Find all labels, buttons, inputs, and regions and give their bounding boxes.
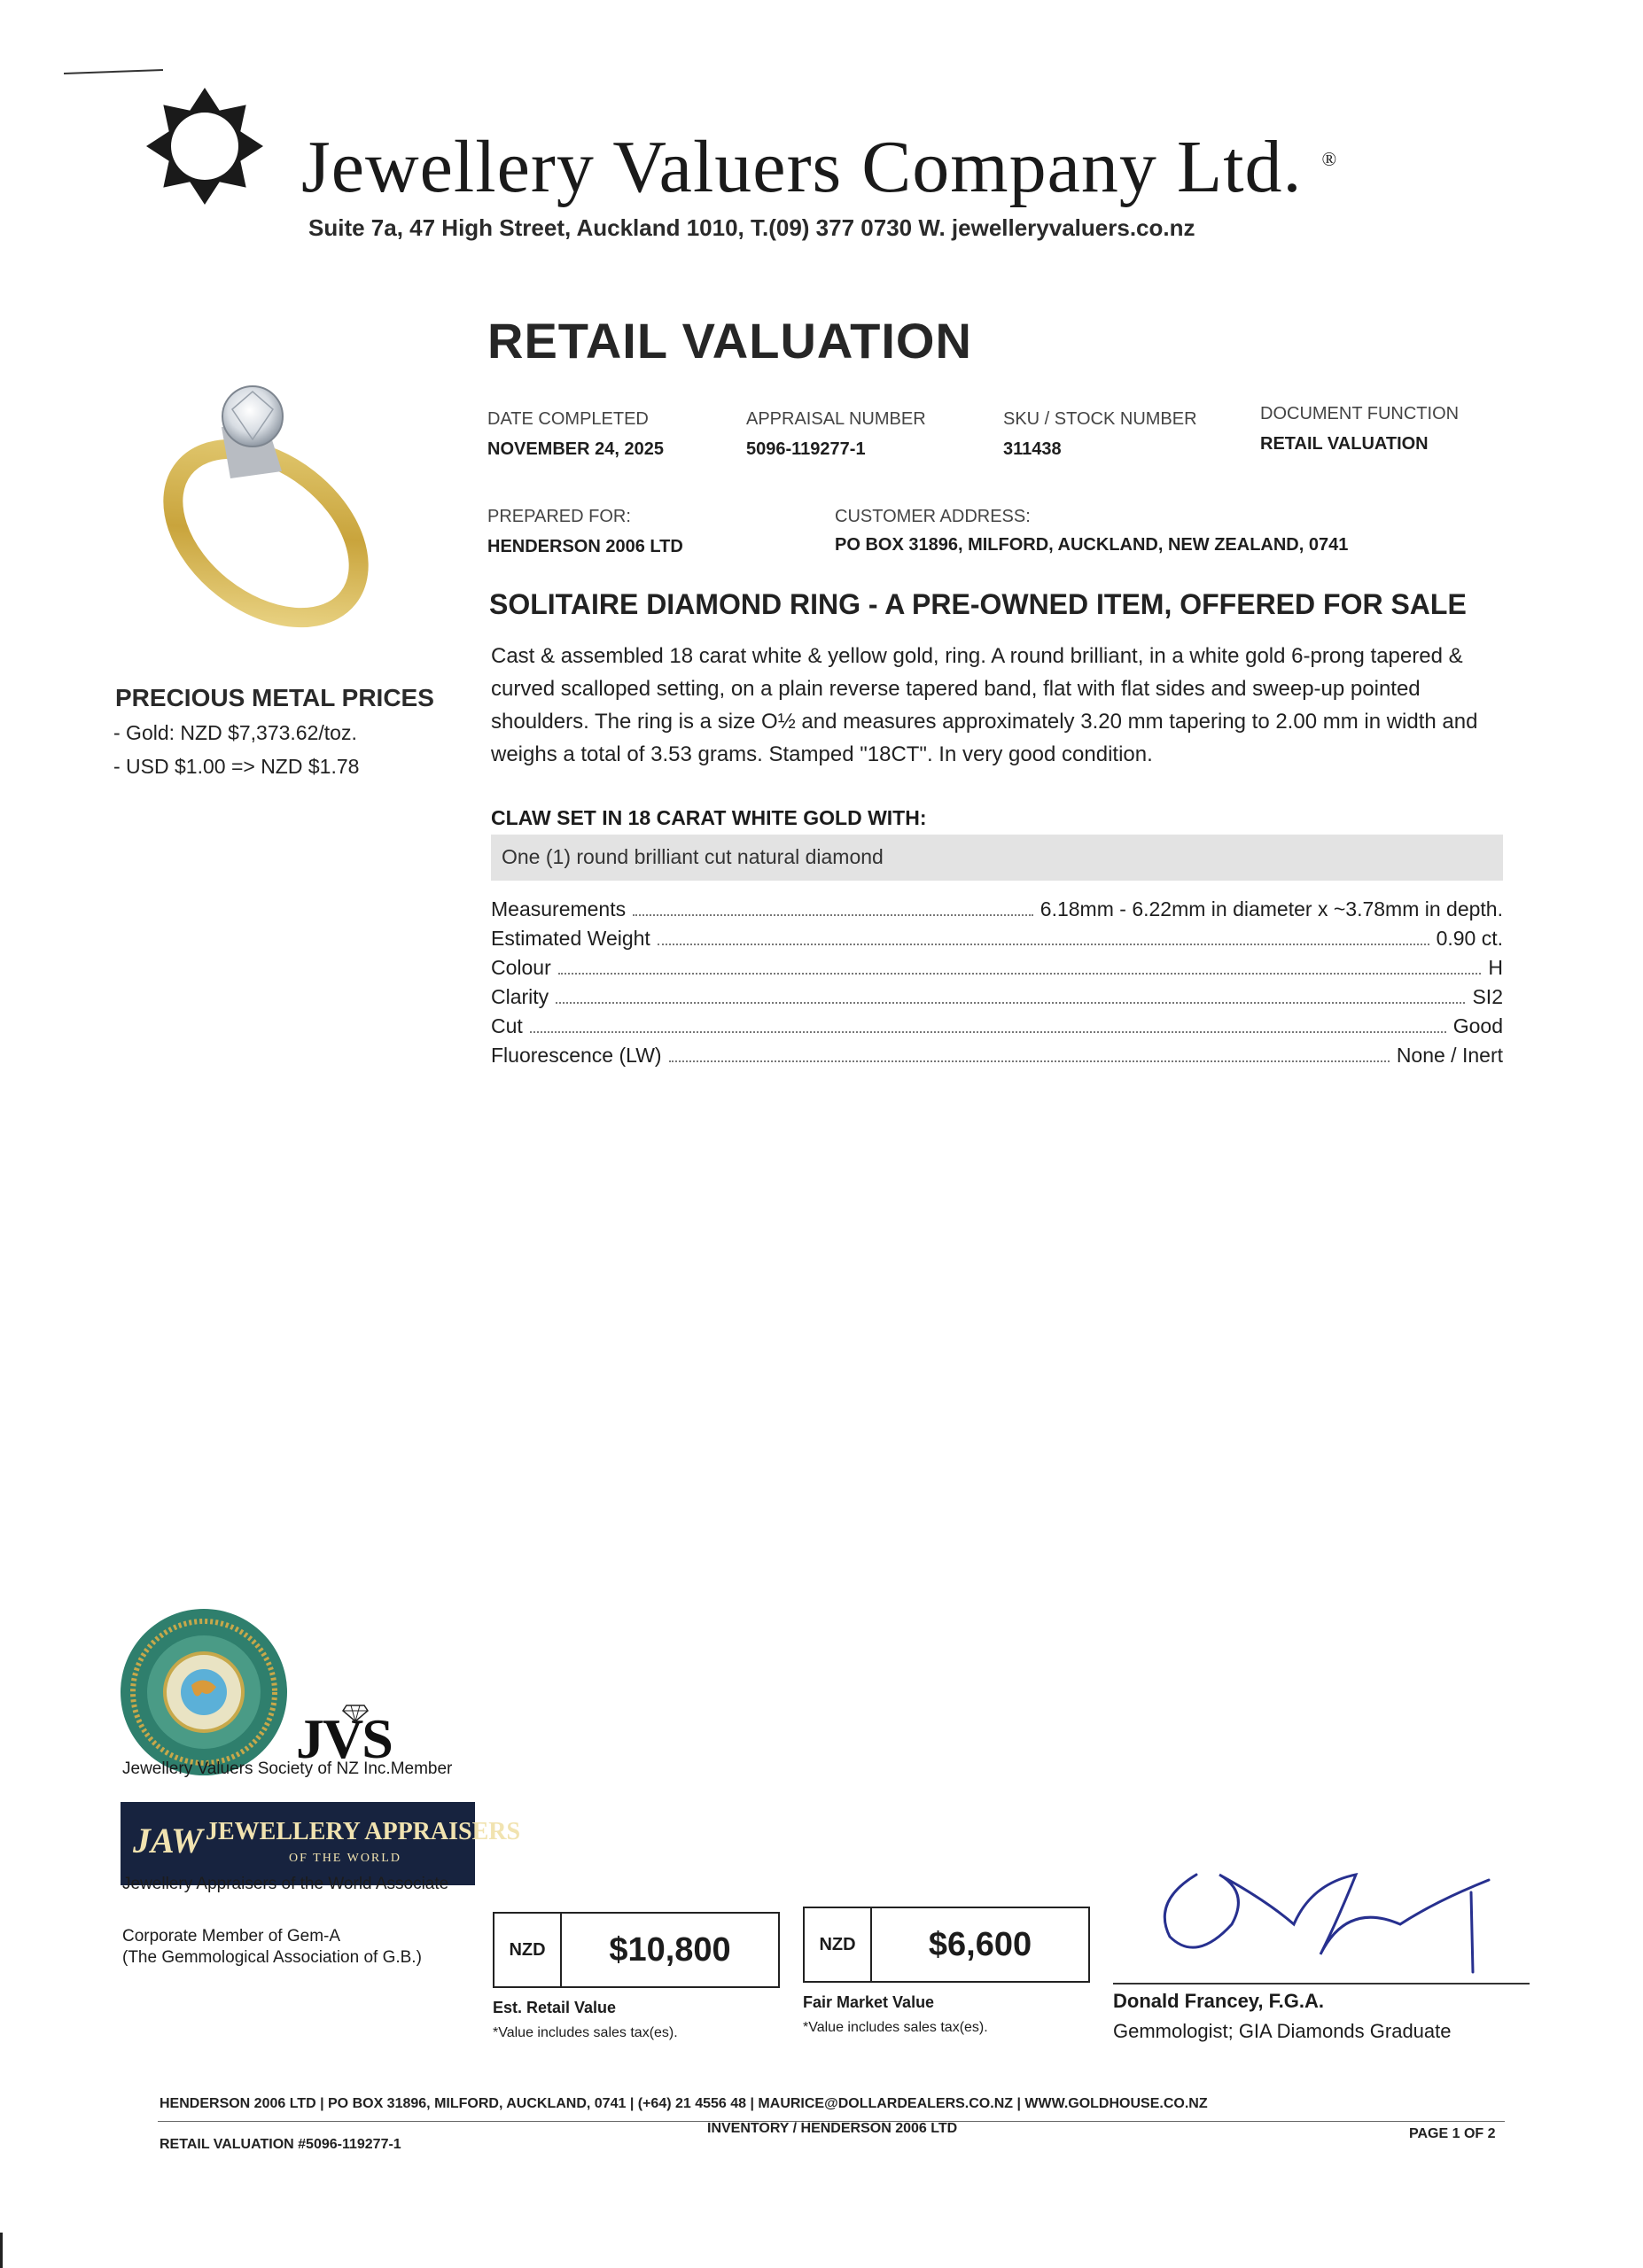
signature-line (1113, 1983, 1530, 1984)
fair-market-label: Fair Market Value (803, 1993, 935, 2011)
fair-market-note: *Value includes sales tax(es). (803, 2020, 988, 2035)
retail-value-amount: $10,800 (609, 1930, 731, 1969)
scan-edge-mark (0, 2233, 3, 2268)
document-title: RETAIL VALUATION (487, 313, 972, 369)
fair-market-currency: NZD (805, 1908, 872, 1981)
footer-ref: RETAIL VALUATION #5096-119277-1 (160, 2137, 401, 2152)
jvs-caption: Jewellery Valuers Society of NZ Inc.Member (122, 1759, 453, 1778)
item-description: Cast & assembled 18 carat white & yellow gold, ring. A round brilliant, in a white gold 6-prong tapered & curved scalloped setting, on a plain reverse tapered band, flat with flat sides and sweep-up pointed shoulders. The ring is a size O½ and measures approximately 3.20 mm tapering to 2.00 mm in width and weighs a total of 3.53 grams. Stamped "18CT". In very good condition. (491, 644, 1478, 766)
metal-prices-heading: PRECIOUS METAL PRICES (115, 684, 434, 711)
signatory-name: Donald Francey, F.G.A. (1113, 1990, 1324, 2012)
signatory-title: Gemmologist; GIA Diamonds Graduate (1113, 2020, 1452, 2042)
item-heading: SOLITAIRE DIAMOND RING - A PRE-OWNED ITEM, OFFERED FOR SALE (489, 588, 1467, 620)
spec-row-clarity: Clarity SI2 (491, 985, 1503, 1008)
claw-heading: CLAW SET IN 18 CARAT WHITE GOLD WITH: (491, 806, 927, 829)
page-number: PAGE 1 OF 2 (1409, 2126, 1496, 2141)
appraisal-number-label: APPRAISAL NUMBER (746, 409, 926, 429)
retail-value-currency: NZD (494, 1914, 562, 1986)
fair-market-amount: $6,600 (928, 1925, 1032, 1963)
jaw-sub: OF THE WORLD (289, 1852, 401, 1865)
gold-price-line: - Gold: NZD $7,373.62/toz. (113, 721, 357, 744)
customer-address-value: PO BOX 31896, MILFORD, AUCKLAND, NEW ZEALAND, 0741 (835, 535, 1349, 555)
prepared-for-value: HENDERSON 2006 LTD (487, 537, 683, 556)
jaw-name: JEWELLERY APPRAISERS (206, 1818, 521, 1845)
date-completed-value: NOVEMBER 24, 2025 (487, 439, 664, 459)
date-completed-label: DATE COMPLETED (487, 409, 649, 429)
company-address: Suite 7a, 47 High Street, Auckland 1010, T.(09) 377 0730 W. jewelleryvaluers.co.nz (308, 214, 1195, 241)
fair-market-value-box (803, 1907, 1090, 1983)
document-function-label: DOCUMENT FUNCTION (1260, 404, 1460, 423)
gema-membership: Corporate Member of Gem-A (The Gemmological Association of G.B.) (122, 1927, 422, 1967)
sku-label: SKU / STOCK NUMBER (1003, 409, 1197, 429)
retail-value-box (493, 1912, 780, 1988)
jaw-banner (121, 1802, 521, 1885)
scan-mark-line (64, 69, 163, 74)
footer-contact: HENDERSON 2006 LTD | PO BOX 31896, MILFORD, AUCKLAND, 0741 | (+64) 21 4556 48 | MAURICE@DOLLARDEALERS.CO.NZ | WWW.GOLDHOUSE.CO.NZ (160, 2096, 1208, 2111)
jaw-logo: JAW (133, 1821, 203, 1860)
jaw-caption: Jewellery Appraisers of the World Associate (122, 1875, 449, 1893)
spec-row-measurements: Measurements 6.18mm - 6.22mm in diameter x ~3.78mm in depth. (491, 897, 1503, 920)
diamond-icon (342, 1705, 369, 1722)
prepared-for-label: PREPARED FOR: (487, 507, 631, 526)
stone-row (491, 835, 1503, 881)
company-logo-icon (144, 85, 266, 207)
customer-address-label: CUSTOMER ADDRESS: (835, 507, 1031, 526)
footer-inventory: INVENTORY / HENDERSON 2006 LTD (707, 2121, 958, 2136)
usd-rate-line: - USD $1.00 => NZD $1.78 (113, 755, 360, 778)
jvs-seal-icon (117, 1605, 291, 1779)
spec-row-weight: Estimated Weight 0.90 ct. (491, 927, 1503, 950)
jvs-logo: JVS (296, 1707, 392, 1770)
sku-value: 311438 (1003, 439, 1062, 459)
stone-description: One (1) round brilliant cut natural diamond (502, 845, 884, 868)
document-function-value: RETAIL VALUATION (1260, 434, 1429, 454)
signature-icon (1134, 1839, 1507, 1981)
company-name: Jewellery Valuers Company Ltd. ® (301, 126, 1338, 208)
appraisal-number-value: 5096-119277-1 (746, 439, 866, 459)
retail-value-note: *Value includes sales tax(es). (493, 2025, 678, 2040)
spec-row-colour: Colour H (491, 956, 1503, 979)
spec-row-fluorescence: Fluorescence (LW) None / Inert (491, 1044, 1503, 1067)
spec-row-cut: Cut Good (491, 1014, 1503, 1037)
ring-photo-icon (133, 365, 390, 631)
retail-value-label: Est. Retail Value (493, 1999, 617, 2016)
